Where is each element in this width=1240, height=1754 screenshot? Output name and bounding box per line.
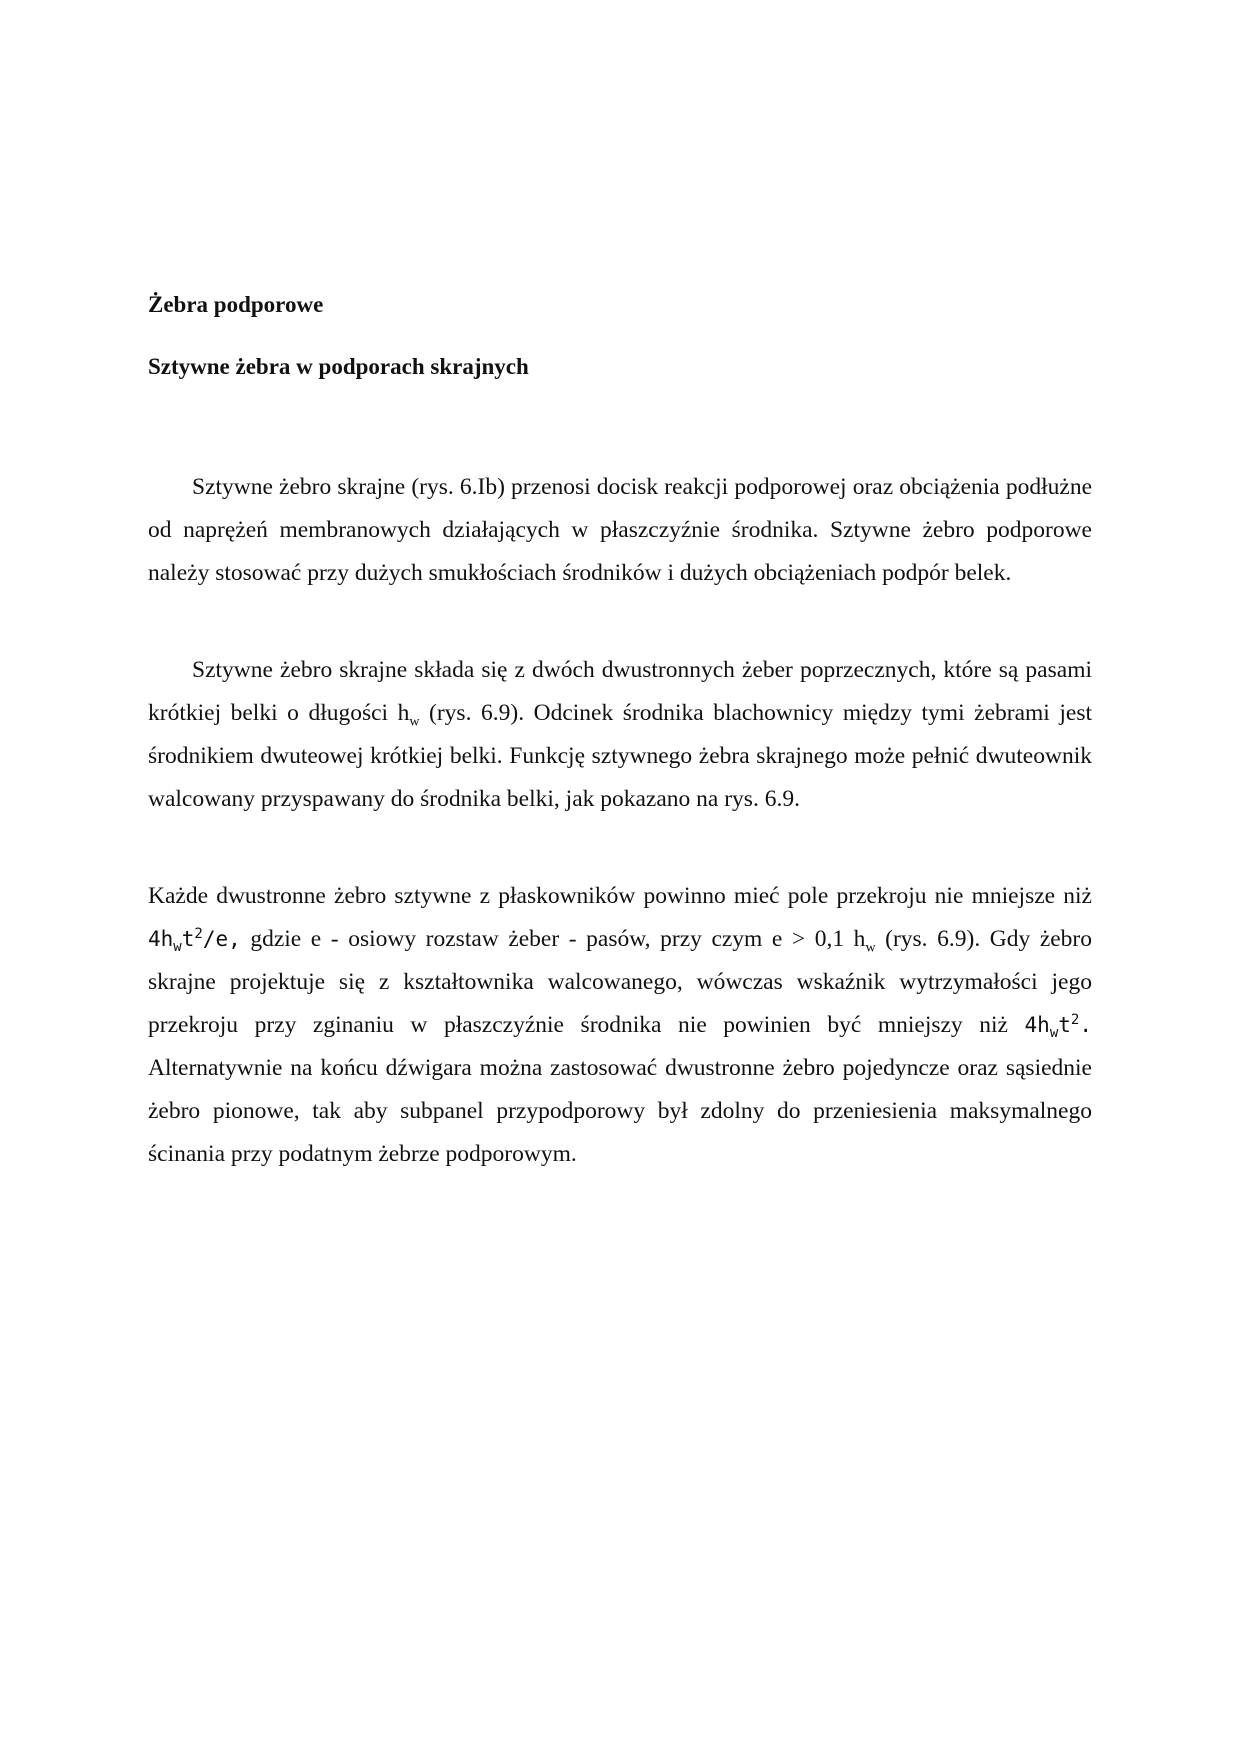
formula-modulus xyxy=(1024,1012,1092,1042)
formula-subscript: w xyxy=(1049,1025,1059,1042)
subscript-w: w xyxy=(865,940,876,956)
paragraph-3-text-start: Każde dwustronne żebro sztywne z płaskowników powinno mieć pole przekroju nie mniejsze niż xyxy=(148,883,1092,909)
subsection-heading: Sztywne żebra w podporach skrajnych xyxy=(148,354,529,379)
paragraph-3 xyxy=(148,875,1092,1176)
paragraph-3-text-end: Alternatywnie na końcu dźwigara można zastosować dwustronne żebro pojedyncze oraz sąsiednie żebro pionowe, tak aby subpanel przypodporowy był zdolny do przeniesienia maksymalnego ścinania przy podatnym żebrze podporowym. xyxy=(148,1055,1092,1167)
paragraph-1-text: Sztywne żebro skrajne (rys. 6.Ib) przenosi docisk reakcji podporowej oraz obciążenia podłużne od naprężeń membranowych działających w płaszczyźnie środnika. Sztywne żebro podporowe należy stosować przy dużych smukłościach środników i dużych obciążeniach podpór belek. xyxy=(148,474,1092,586)
formula-superscript: 2 xyxy=(1070,1012,1080,1028)
formula-area xyxy=(148,926,241,956)
formula-part: t xyxy=(181,927,195,951)
formula-part: /e, xyxy=(202,927,241,951)
formula-part: . xyxy=(1079,1013,1092,1037)
formula-part: 4h xyxy=(1024,1013,1050,1037)
paragraph-3-text-middle: gdzie e - osiowy rozstaw żeber - pasów, przy czym e > 0,1 h xyxy=(240,926,866,952)
paragraph-2-text-start: Sztywne żebro skrajne składa się z dwóch dwustronnych żeber poprzecznych, które są pasami krótkiej belki o długości h xyxy=(148,657,1092,726)
section-heading: Żebra podporowe xyxy=(148,292,324,317)
subscript-w: w xyxy=(409,714,420,730)
paragraph-2-text-end: (rys. 6.9). Odcinek środnika blachownicy między tymi żebrami jest środnikiem dwuteowej krótkiej belki. Funkcję sztywnego żebra skrajnego może pełnić dwuteownik walcowany przyspawany do środnika belki, jak pokazano na rys. 6.9. xyxy=(148,700,1092,812)
paragraph-2 xyxy=(148,649,1092,821)
formula-superscript: 2 xyxy=(194,926,203,942)
formula-subscript: w xyxy=(173,939,182,956)
formula-part: t xyxy=(1058,1013,1071,1037)
paragraph-3-text-middle-2: (rys. 6.9). Gdy żebro skrajne projektuje się z kształtownika walcowanego, wówczas wskaźnik wytrzymałości jego przekroju przy zginaniu w płaszczyźnie środnika nie powinien być mniejszy niż xyxy=(148,926,1093,1038)
paragraph-1 xyxy=(148,466,1092,595)
formula-part: 4h xyxy=(148,927,174,951)
